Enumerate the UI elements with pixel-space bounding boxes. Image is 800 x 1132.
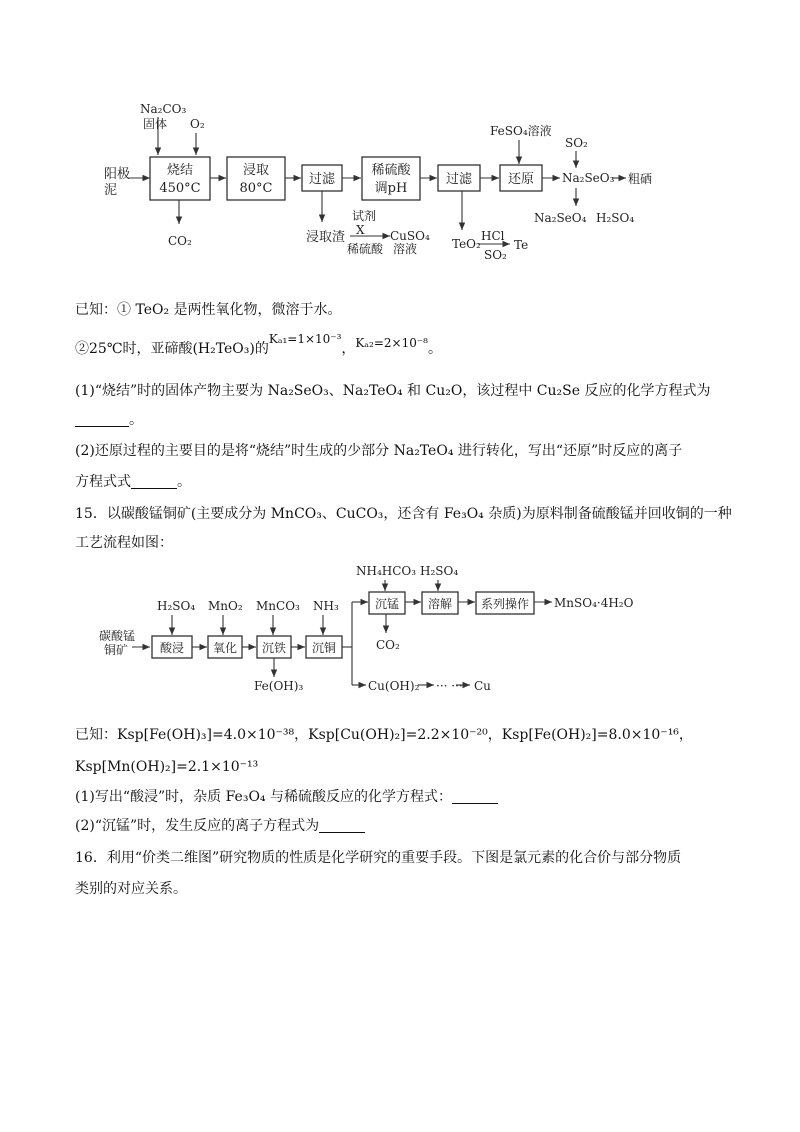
b1-label: 酸浸: [159, 641, 185, 655]
q15-part-1-text: (1)写出“酸浸”时，杂质 Fe₃O₄ 与稀硫酸反应的化学方程式：: [75, 789, 452, 805]
q15-title-1: 15．以碳酸锰铜矿(主要成分为 MnCO₃、CuCO₃，还含有 Fe₃O₄ 杂质)为原料制备硫酸锰并回收铜的一种: [75, 506, 732, 522]
known-line-2: [75, 332, 442, 359]
na2seo3-label: Na₂SeO₃: [562, 171, 615, 185]
q16-line-1: 16．利用“价类二维图”研究物质的性质是化学研究的重要手段。下图是氯元素的化合价与部分物质: [75, 850, 682, 866]
leach-label-1: 浸取: [242, 163, 270, 178]
so2-top-label: SO₂: [565, 136, 588, 150]
residue-label: 浸取渣: [306, 230, 346, 245]
q14-part-1-end: 。: [129, 412, 143, 428]
ka2-value: Kₐ₂=2×10⁻⁸: [355, 336, 428, 350]
ksp-line-1: 已知：Ksp[Fe(OH)₃]=4.0×10⁻³⁸，Ksp[Cu(OH)₂]=2.2×10⁻²⁰，Ksp[Fe(OH)₂]=8.0×10⁻¹⁶，: [75, 727, 693, 743]
b3-label: 沉铁: [261, 641, 287, 655]
filter-label-1: 过滤: [308, 172, 336, 187]
flowchart-manganese: [0, 555, 800, 705]
answer-blank-2[interactable]: [131, 474, 177, 489]
na2co3-label: Na₂CO₃: [140, 102, 187, 116]
q14-part-2-end: 。: [177, 474, 191, 490]
x-label: X: [356, 223, 365, 237]
cu-label: Cu: [474, 679, 491, 693]
cuoh2-label: Cu(OH)₂: [368, 679, 420, 693]
acid-label-1: 稀硫酸: [371, 163, 411, 178]
co2-output: CO₂: [168, 234, 192, 248]
q14-part-1-blank-line: [75, 410, 143, 430]
answer-blank-4[interactable]: [319, 818, 365, 833]
solid-label: 固体: [143, 117, 168, 131]
dots-label: ··· ···: [436, 679, 463, 693]
feso4-label: FeSO₄溶液: [490, 124, 552, 138]
q15-part-2-text: (2)“沉锰”时，发生反应的离子方程式为: [75, 818, 320, 834]
acid-label-2: 调pH: [374, 181, 408, 196]
product-label: MnSO₄·4H₂O: [554, 596, 634, 610]
mno2-label: MnO₂: [208, 599, 243, 613]
co2-mn-label: CO₂: [376, 638, 400, 652]
leach-label-2: 80°C: [239, 181, 273, 196]
filter-label-2: 过滤: [445, 172, 473, 187]
b5-label: 沉锰: [374, 597, 400, 611]
reduce-label: 还原: [507, 172, 535, 187]
so2-below-label: SO₂: [484, 248, 507, 262]
o2-label: O₂: [190, 117, 205, 131]
known-line-2-text: ②25℃时，亚碲酸(H₂TeO₃)的: [75, 341, 269, 357]
reagent-label: 试剂: [352, 209, 377, 223]
h2so4-in-label: H₂SO₄: [157, 599, 196, 613]
q15-part-2: [75, 816, 365, 836]
feoh3-label: Fe(OH)₃: [254, 679, 304, 693]
b4-label: 沉铜: [311, 641, 337, 655]
known-end: 。: [427, 341, 442, 357]
nh3-label: NH₃: [313, 599, 339, 613]
na2seo4-label: Na₂SeO₄: [534, 211, 587, 225]
flowchart-tellurium: [0, 0, 800, 290]
h2so4-b-label: H₂SO₄: [420, 564, 459, 578]
roast-label-1: 烧结: [166, 163, 194, 178]
q14-part-2-b-text: 方程式式: [75, 474, 131, 490]
q14-part-2-a: (2)还原过程的主要目的是将“烧结”时生成的少部分 Na₂TeO₄ 进行转化，写出“还原”时反应的离子: [75, 443, 683, 459]
b6-label: 溶解: [427, 597, 453, 611]
anode-label-2: 泥: [104, 183, 118, 198]
ore-label-1: 碳酸锰: [99, 629, 136, 643]
q15-part-1: [75, 787, 498, 807]
crude-se-label: 粗硒: [628, 172, 653, 186]
mnco3-label: MnCO₃: [256, 599, 300, 613]
h2so4-label: H₂SO₄: [596, 211, 635, 225]
nh4hco3-label: NH₄HCO₃: [356, 564, 417, 578]
answer-blank-3[interactable]: [452, 789, 498, 804]
solution-label: 溶液: [393, 242, 418, 256]
anode-label-1: 阳极: [104, 167, 131, 182]
answer-blank-1[interactable]: [75, 412, 129, 427]
dilute-acid-label: 稀硫酸: [347, 242, 384, 256]
teo2-label: TeO₂: [452, 237, 481, 251]
b7-label: 系列操作: [480, 597, 530, 611]
ksp-line-2: Ksp[Mn(OH)₂]=2.1×10⁻¹³: [75, 759, 259, 775]
b2-label: 氧化: [212, 641, 238, 655]
q14-part-1: (1)“烧结”时的固体产物主要为 Na₂SeO₃、Na₂TeO₄ 和 Cu₂O，该过程中 Cu₂Se 反应的化学方程式为: [75, 383, 711, 399]
roast-label-2: 450°C: [159, 181, 201, 196]
ka1-value: Kₐ₁=1×10⁻³: [268, 332, 342, 346]
te-label: Te: [514, 238, 529, 252]
known-comma: ，: [341, 341, 356, 357]
cuso4-label: CuSO₄: [390, 229, 430, 243]
hcl-label: HCl: [481, 229, 505, 243]
q14-part-2-b: [75, 472, 191, 492]
q15-title-2: 工艺流程如图：: [75, 535, 173, 551]
ore-label-2: 铜矿: [104, 643, 129, 657]
known-line-1: 已知：① TeO₂ 是两性氧化物，微溶于水。: [75, 302, 342, 318]
q16-line-2: 类别的对应关系。: [75, 881, 187, 897]
